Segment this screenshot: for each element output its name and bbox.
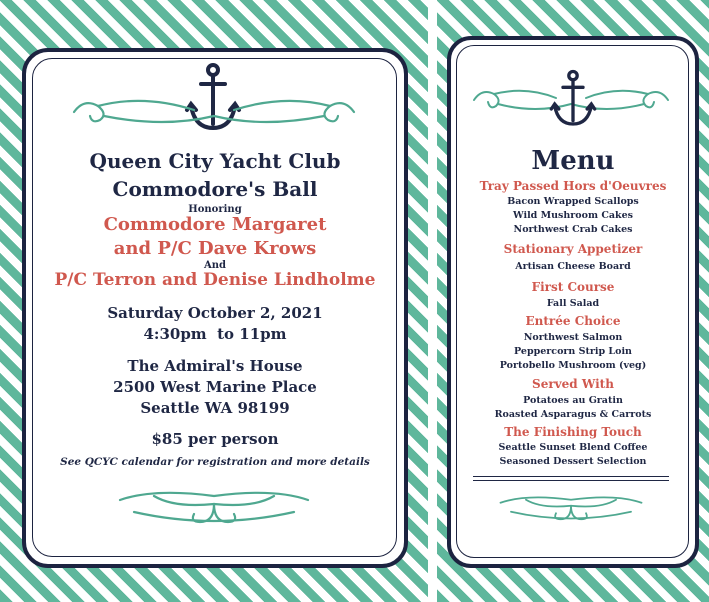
invitation-card [22, 48, 408, 568]
event-title: Commodore's Ball [112, 177, 318, 201]
honoree-line-1: Commodore Margaret [103, 214, 327, 235]
menu-section-heading: Served With [532, 377, 614, 391]
menu-item: Peppercorn Strip Loin [514, 346, 632, 357]
anchor-icon [548, 68, 598, 130]
honoree-line-3: P/C Terron and Denise Lindholme [54, 270, 376, 290]
swirl-flourish-icon [64, 92, 364, 128]
menu-item: Portobello Mushroom (veg) [499, 360, 647, 371]
menu-section-heading: The Finishing Touch [504, 425, 642, 439]
menu-item: Wild Mushroom Cakes [512, 210, 634, 221]
venue-name: The Admiral's House [127, 357, 303, 375]
menu-section-heading: Entrée Choice [525, 314, 621, 328]
menu-panel [437, 0, 709, 602]
menu-item: Fall Salad [546, 298, 600, 309]
event-time: 4:30pm to 11pm [143, 325, 287, 343]
menu-card [447, 36, 699, 568]
honoring-label: Honoring [188, 204, 242, 215]
club-title: Queen City Yacht Club [89, 149, 341, 173]
divider [473, 476, 669, 477]
swirl-flourish-icon [496, 488, 646, 528]
menu-title: Menu [531, 146, 615, 176]
menu-item: Bacon Wrapped Scallops [507, 196, 639, 207]
menu-item: Roasted Asparagus & Carrots [494, 409, 652, 420]
menu-item: Potatoes au Gratin [523, 395, 623, 406]
menu-item: Artisan Cheese Board [515, 261, 631, 272]
menu-item: Seattle Sunset Blend Coffee [498, 442, 648, 453]
venue-city: Seattle WA 98199 [140, 399, 290, 417]
registration-note: See QCYC calendar for registration and more details [60, 456, 370, 468]
menu-item: Seasoned Dessert Selection [499, 456, 647, 467]
venue-street: 2500 West Marine Place [113, 378, 317, 396]
honoree-line-2: and P/C Dave Krows [113, 238, 317, 259]
menu-section-heading: Stationary Appetizer [503, 242, 643, 256]
and-label: And [203, 260, 227, 271]
ticket-price: $85 per person [151, 430, 279, 448]
menu-section-heading: First Course [531, 280, 615, 294]
swirl-flourish-icon [114, 482, 314, 532]
event-date: Saturday October 2, 2021 [107, 304, 323, 322]
divider [473, 480, 669, 481]
menu-item: Northwest Crab Cakes [513, 224, 633, 235]
menu-item: Northwest Salmon [523, 332, 623, 343]
menu-section-heading: Tray Passed Hors d'Oeuvres [479, 179, 667, 193]
